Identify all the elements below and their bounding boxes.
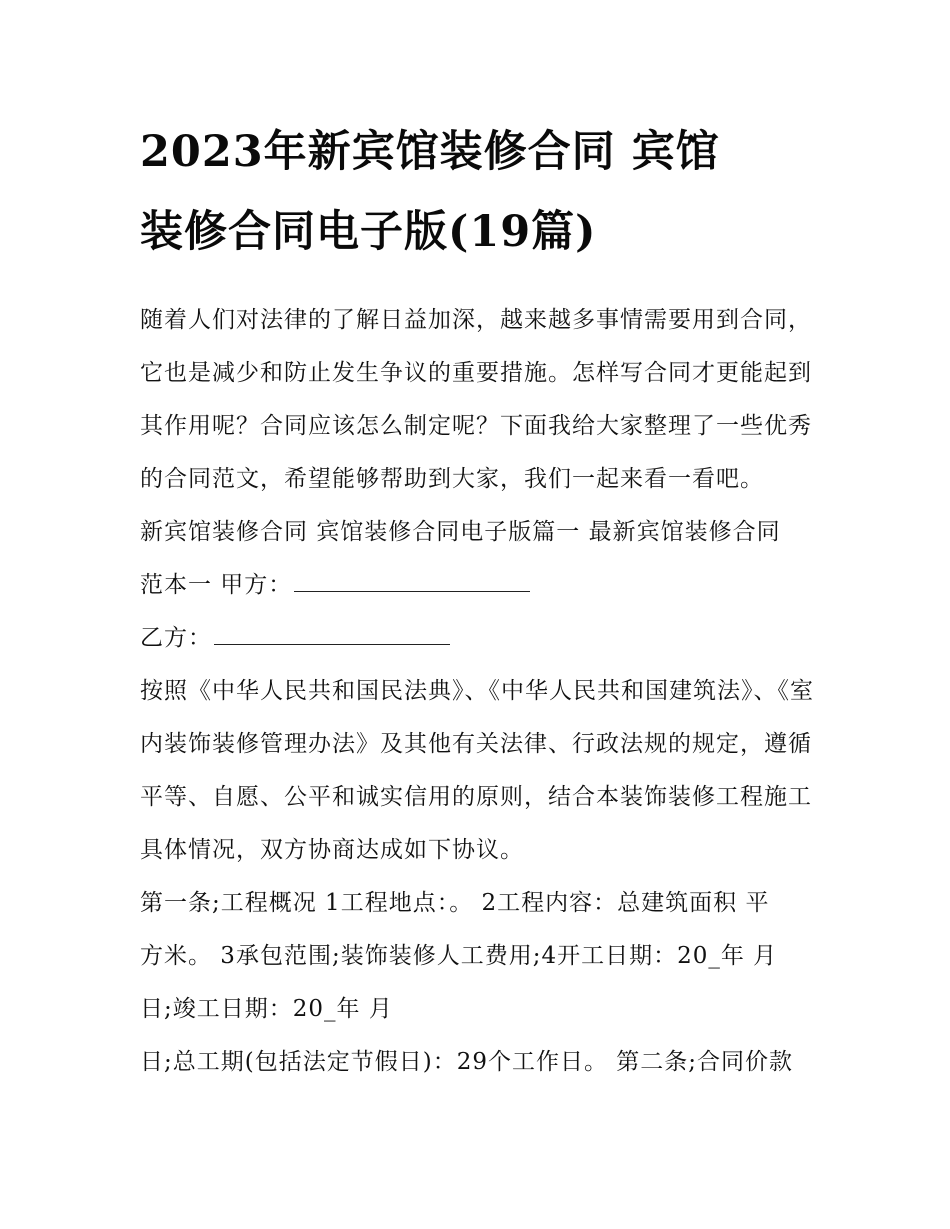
legal-basis-paragraph: 按照《中华人民共和国民法典》、《中华人民共和国建筑法》、《室内装饰装修管理办法》及其他有关法律、行政法规的规定，遵循平等、自愿、公平和诚实信用的原则，结合本装饰装修工程施工具体情况，双方协商达成如下协议。: [140, 678, 814, 863]
intro-paragraph: 随着人们对法律的了解日益加深，越来越多事情需要用到合同，它也是减少和防止发生争议的重要措施。怎样写合同才更能起到其作用呢？合同应该怎么制定呢？下面我给大家整理了一些优秀的合同范文，希望能够帮助到大家，我们一起来看一看吧。: [140, 307, 812, 492]
document-title: [140, 112, 830, 272]
party-b-line: [140, 612, 830, 665]
article-1-line-1: 第一条;工程概况 1工程地点：。 2工程内容：总建筑面积 平: [140, 890, 770, 916]
article-1: [140, 877, 830, 1036]
article-1-line-2: 方米。 3承包范围;装饰装修人工费用;4开工日期：20_年 月: [140, 943, 778, 969]
article-1-line-3: 日;竣工日期：20_年 月: [140, 996, 393, 1022]
party-b-label: 乙方：: [140, 625, 212, 651]
article-1-line-4: 日;总工期(包括法定节假日)：29个工作日。 第二条;合同价款: [140, 1049, 794, 1075]
party-a-blank: [294, 569, 530, 592]
section-heading: [140, 506, 830, 612]
section-heading-line-1: 新宾馆装修合同 宾馆装修合同电子版篇一 最新宾馆装修合同: [140, 519, 781, 545]
party-b-blank: [214, 622, 450, 645]
article-1-continued: [140, 1036, 830, 1089]
document-page: [140, 112, 830, 1089]
title-line-1: 2023年新宾馆装修合同 宾馆: [140, 127, 720, 177]
party-a-label: 范本一 甲方：: [140, 572, 293, 598]
title-line-2: 装修合同电子版(19篇): [140, 207, 597, 257]
